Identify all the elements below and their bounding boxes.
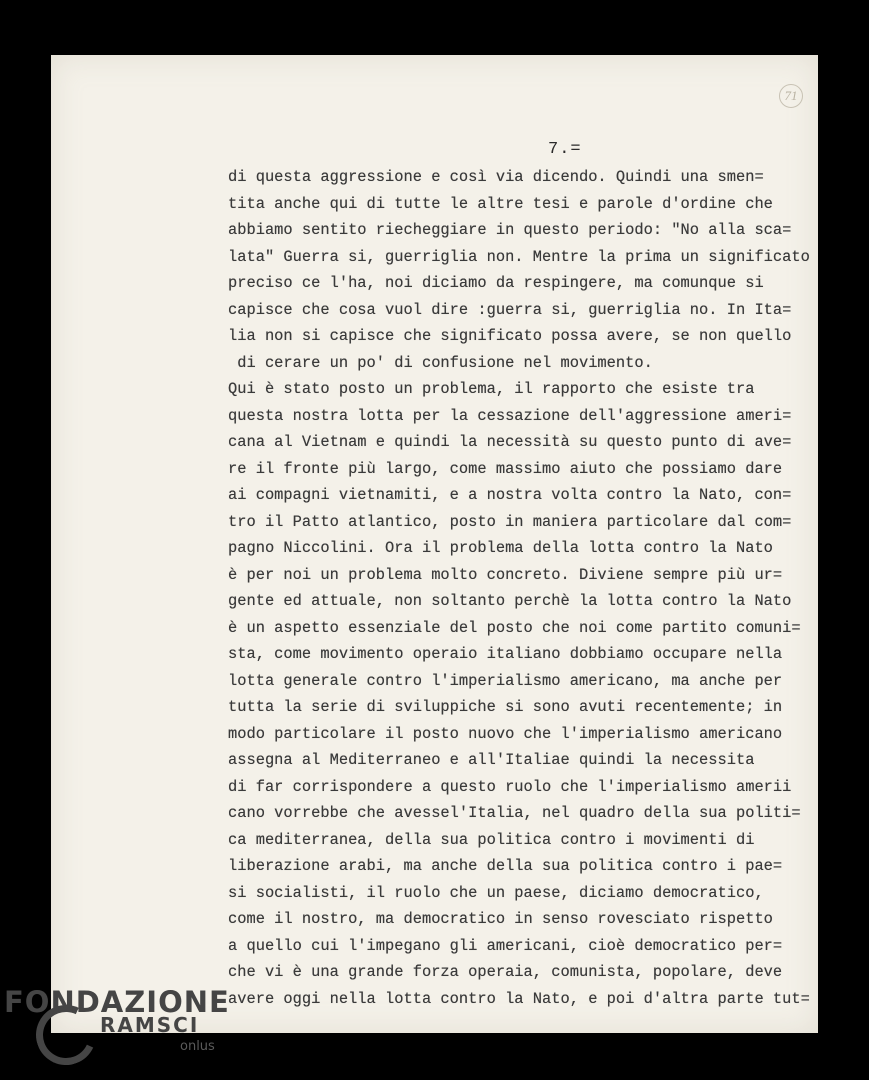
- text-line: lata" Guerra si, guerriglia non. Mentre la prima un significato: [228, 247, 810, 266]
- text-line: tro il Patto atlantico, posto in maniera particolare dal com=: [228, 512, 792, 531]
- watermark-line1: FONDAZIONE: [4, 985, 230, 1019]
- text-line: è per noi un problema molto concreto. Diviene sempre più ur=: [228, 565, 783, 584]
- text-line: è un aspetto essenziale del posto che noi come partito comuni=: [228, 618, 801, 637]
- text-line: si socialisti, il ruolo che un paese, diciamo democratico,: [228, 883, 764, 902]
- text-line: cano vorrebbe che avessel'Italia, nel quadro della sua politi=: [228, 804, 801, 822]
- text-line: a quello cui l'impegano gli americani, cioè democratico per=: [228, 936, 783, 955]
- text-line: come il nostro, ma democratico in senso rovesciato rispetto: [228, 910, 773, 928]
- text-line: preciso ce l'ha, noi diciamo da respingere, ma comunque si: [228, 274, 764, 292]
- text-line: lotta generale contro l'imperialismo americano, ma anche per: [228, 671, 783, 690]
- text-line: sta, come movimento operaio italiano dobbiamo occupare nella: [228, 645, 783, 663]
- text-line: ca mediterranea, della sua politica contro i movimenti di: [228, 830, 755, 849]
- text-line: re il fronte più largo, come massimo aiuto che possiamo dare: [228, 459, 783, 478]
- page-number: 7.=: [548, 140, 582, 159]
- text-line: avere oggi nella lotta contro la Nato, e poi d'altra parte tut=: [228, 989, 810, 1008]
- watermark-logo: [4, 985, 234, 1080]
- text-line: di questa aggressione e così via dicendo. Quindi una smen=: [228, 168, 764, 186]
- text-line: gente ed attuale, non soltanto perchè la lotta contro la Nato: [228, 592, 792, 610]
- text-line: tutta la serie di sviluppiche si sono avuti recentemente; in: [228, 698, 783, 716]
- watermark-sub: onlus: [180, 1039, 215, 1054]
- text-line: abbiamo sentito riecheggiare in questo periodo: "No alla sca=: [228, 221, 792, 239]
- text-line: liberazione arabi, ma anche della sua politica contro i pae=: [228, 857, 783, 875]
- text-line: cana al Vietnam e quindi la necessità su questo punto di ave=: [228, 433, 792, 451]
- watermark-line2: RAMSCI: [100, 1013, 200, 1037]
- text-line: che vi è una grande forza operaia, comunista, popolare, deve: [228, 963, 783, 981]
- typewritten-text: [228, 164, 808, 1012]
- text-line: assegna al Mediterraneo e all'Italiae quindi la necessita: [228, 751, 755, 769]
- text-line: questa nostra lotta per la cessazione dell'aggressione ameri=: [228, 406, 792, 425]
- text-line: lia non si capisce che significato possa avere, se non quello: [228, 327, 792, 345]
- text-line: Qui è stato posto un problema, il rapporto che esiste tra: [228, 380, 755, 398]
- folio-stamp: 71: [779, 84, 803, 108]
- text-line: modo particolare il posto nuovo che l'imperialismo americano: [228, 724, 783, 743]
- text-line: tita anche qui di tutte le altre tesi e parole d'ordine che: [228, 194, 773, 213]
- text-line: pagno Niccolini. Ora il problema della lotta contro la Nato: [228, 539, 773, 557]
- text-line: ai compagni vietnamiti, e a nostra volta contro la Nato, con=: [228, 486, 792, 504]
- text-line: di cerare un po' di confusione nel movimento.: [228, 353, 653, 372]
- text-line: di far corrispondere a questo ruolo che l'imperialismo amerii: [228, 777, 792, 796]
- text-line: capisce che cosa vuol dire :guerra si, guerriglia no. In Ita=: [228, 300, 792, 319]
